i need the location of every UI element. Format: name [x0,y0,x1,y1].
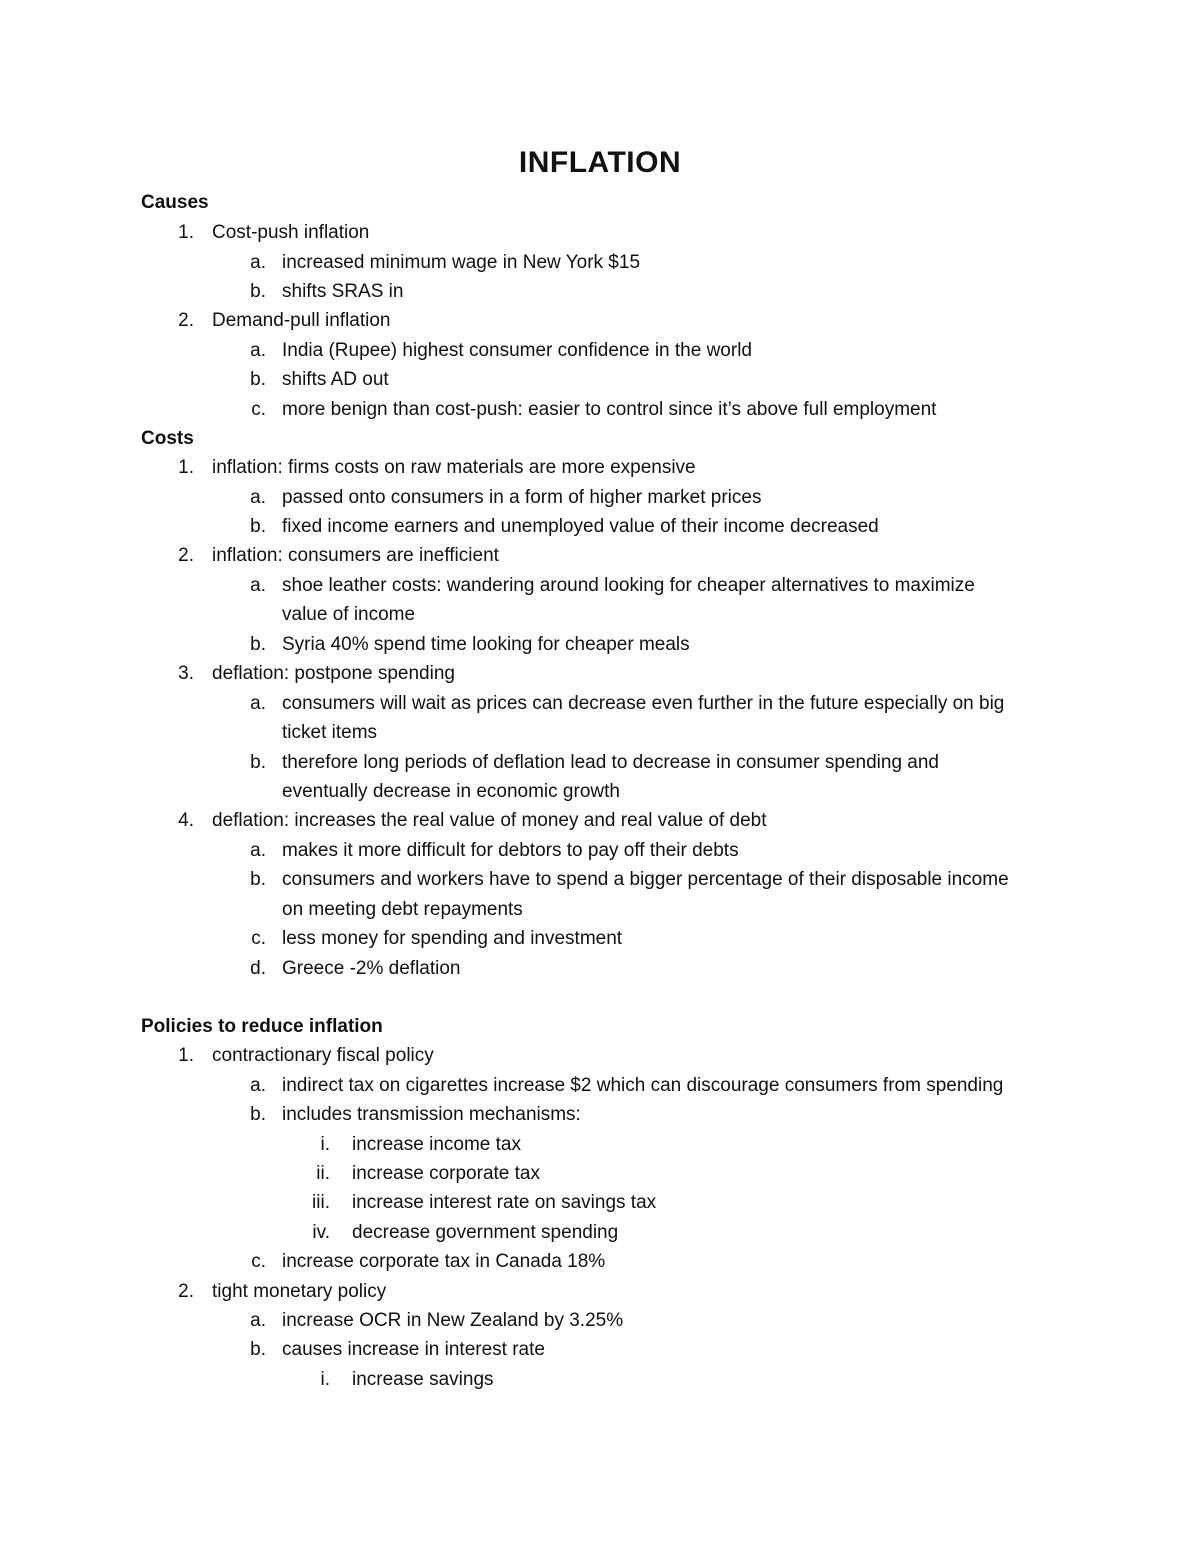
list-marker: a. [250,840,266,861]
list-item: deflation: postpone spending [212,663,455,684]
list-marker: b. [250,634,266,655]
sub-list-item: consumers will wait as prices can decrease even further in the future especially on big [282,693,1005,714]
list-item: tight monetary policy [212,1281,387,1302]
sub-list-item: shifts AD out [282,369,389,390]
list-marker: c. [251,928,266,949]
list-marker: 2. [178,545,194,566]
list-marker: d. [250,958,266,979]
list-marker: b. [250,516,266,537]
sub-list-item-continuation: value of income [282,604,416,625]
sub-list-item: indirect tax on cigarettes increase $2 which can discourage consumers from spending [282,1075,1004,1096]
sub-list-item: passed onto consumers in a form of higher market prices [282,487,762,508]
list-marker: 2. [178,310,194,331]
sub-list-item: shifts SRAS in [282,281,404,302]
list-marker: a. [250,252,266,273]
sub-sub-list-item: increase interest rate on savings tax [352,1192,657,1213]
sub-list-item: makes it more difficult for debtors to pay off their debts [282,840,739,861]
sub-list-item: fixed income earners and unemployed value of their income decreased [282,516,879,537]
sub-list-item: increase OCR in New Zealand by 3.25% [282,1310,624,1331]
list-marker: a. [250,1075,266,1096]
section-heading-causes: Causes [141,192,209,213]
list-marker: 3. [178,663,194,684]
list-marker: a. [250,487,266,508]
sub-list-item: increase corporate tax in Canada 18% [282,1251,606,1272]
list-marker: i. [320,1369,330,1390]
sub-list-item: India (Rupee) highest consumer confidence in the world [282,340,752,361]
sub-list-item-continuation: ticket items [282,722,378,743]
page-title: INFLATION [518,146,682,179]
list-marker: b. [250,369,266,390]
sub-list-item-continuation: eventually decrease in economic growth [282,781,620,802]
list-marker: 4. [178,810,194,831]
list-marker: b. [250,281,266,302]
sub-list-item: Syria 40% spend time looking for cheaper meals [282,634,690,655]
sub-list-item-continuation: on meeting debt repayments [282,899,523,920]
list-item: inflation: consumers are inefficient [212,545,499,566]
sub-sub-list-item: decrease government spending [352,1222,619,1243]
sub-list-item: causes increase in interest rate [282,1339,545,1360]
list-item: inflation: firms costs on raw materials are more expensive [212,457,696,478]
list-marker: b. [250,1339,266,1360]
sub-list-item: therefore long periods of deflation lead to decrease in consumer spending and [282,752,939,773]
list-marker: iii. [312,1192,330,1213]
list-marker: a. [250,1310,266,1331]
sub-list-item: increased minimum wage in New York $15 [282,252,641,273]
list-marker: a. [250,575,266,596]
list-marker: iv. [312,1222,330,1243]
list-marker: a. [250,693,266,714]
list-marker: 2. [178,1281,194,1302]
list-item: Cost-push inflation [212,222,370,243]
sub-list-item: less money for spending and investment [282,928,623,949]
sub-list-item: includes transmission mechanisms: [282,1104,581,1125]
list-marker: b. [250,752,266,773]
list-marker: b. [250,1104,266,1125]
sub-list-item: Greece -2% deflation [282,958,461,979]
list-marker: 1. [178,1045,194,1066]
list-item: deflation: increases the real value of money and real value of debt [212,810,767,831]
sub-sub-list-item: increase savings [352,1369,494,1390]
list-marker: c. [251,1251,266,1272]
list-marker: ii. [316,1163,330,1184]
list-marker: c. [251,399,266,420]
sub-sub-list-item: increase corporate tax [352,1163,540,1184]
list-marker: 1. [178,222,194,243]
list-marker: b. [250,869,266,890]
sub-list-item: consumers and workers have to spend a bigger percentage of their disposable income [282,869,1009,890]
list-marker: i. [320,1134,330,1155]
sub-list-item: shoe leather costs: wandering around looking for cheaper alternatives to maximize [282,575,975,596]
sub-list-item: more benign than cost-push: easier to control since it’s above full employment [282,399,937,420]
section-heading-policies: Policies to reduce inflation [141,1016,383,1037]
list-item: Demand-pull inflation [212,310,391,331]
list-item: contractionary fiscal policy [212,1045,434,1066]
sub-sub-list-item: increase income tax [352,1134,521,1155]
list-marker: 1. [178,457,194,478]
list-marker: a. [250,340,266,361]
section-heading-costs: Costs [141,428,194,449]
